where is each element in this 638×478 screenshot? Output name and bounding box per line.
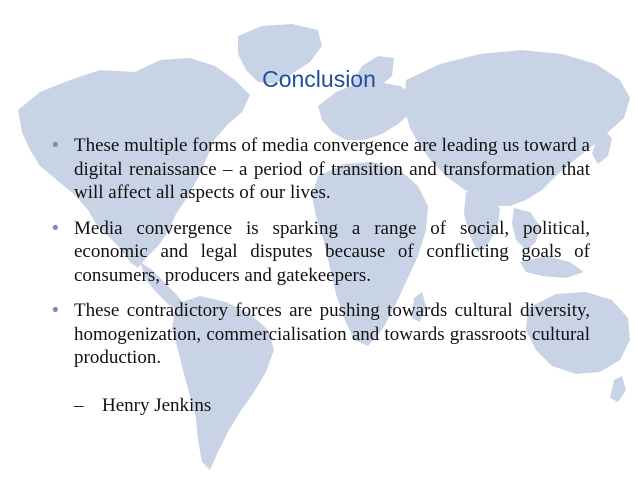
attribution-author: Henry Jenkins	[102, 395, 212, 416]
bullet-text: These multiple forms of media convergence are leading us toward a digital renaissance – a period of transition and transformation that will affect all aspects of our lives.	[74, 135, 590, 203]
bullet-item	[52, 217, 590, 288]
bullet-icon: •	[52, 300, 59, 321]
bullet-icon: •	[52, 217, 59, 239]
attribution	[74, 394, 211, 418]
slide-title: Conclusion	[262, 66, 376, 92]
bullet-list	[52, 134, 590, 382]
attribution-dash: –	[74, 395, 84, 416]
bullet-text: These contradictory forces are pushing towards cultural diversity, homogenization, commercialisation and towards grassroots cultural production.	[74, 300, 590, 368]
bullet-item	[52, 134, 590, 205]
bullet-text: Media convergence is sparking a range of social, political, economic and legal disputes because of conflicting goals of consumers, producers and gatekeepers.	[74, 217, 590, 286]
bullet-icon: •	[52, 135, 59, 156]
bullet-item	[52, 299, 590, 370]
